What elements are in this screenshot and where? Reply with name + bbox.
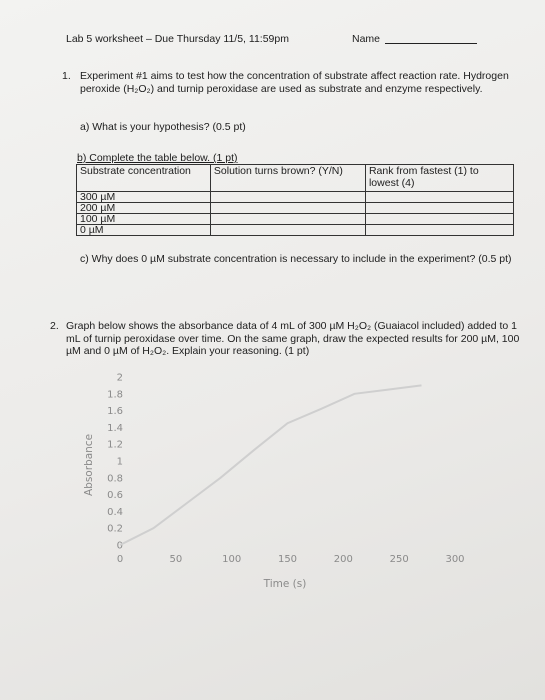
table-cell-empty: [365, 192, 513, 203]
y-tick-label: 1.6: [107, 406, 123, 418]
worksheet-title: Lab 5 worksheet – Due Thursday 11/5, 11:59pm: [66, 33, 289, 45]
x-tick-label: 250: [389, 554, 409, 565]
table-row: [77, 192, 514, 203]
question-1-text: Experiment #1 aims to test how the concentration of substrate affect reaction rate. Hydrogen peroxide (H₂O₂) and turnip peroxidase are used as substrate and enzyme respectively.: [80, 70, 509, 95]
table-cell-empty: [365, 214, 513, 225]
x-tick-label: 50: [169, 554, 183, 565]
table-cell-empty: [210, 192, 365, 203]
question-1-number: 1.: [62, 70, 71, 82]
y-tick-label: 2: [116, 372, 123, 384]
y-tick-label: 0.4: [107, 506, 123, 518]
table-cell-concentration: 300 µM: [77, 192, 211, 203]
table-cell-empty: [365, 203, 513, 214]
x-tick-label: 150: [277, 554, 298, 565]
question-1c: c) Why does 0 µM substrate concentration is necessary to include in the experiment? (0.5 pt): [80, 253, 512, 265]
y-tick-label: 0.6: [107, 490, 123, 502]
y-axis-ticks: [107, 373, 123, 552]
x-axis-ticks: [117, 554, 465, 565]
question-1b: b) Complete the table below. (1 pt): [77, 152, 238, 164]
table-cell-concentration: 200 µM: [77, 203, 211, 214]
table-cell-concentration: 100 µM: [77, 214, 211, 225]
table-cell-empty: [210, 214, 365, 225]
x-tick-label: 0: [116, 554, 124, 565]
results-table: [76, 164, 514, 236]
y-tick-label: 0.2: [107, 523, 123, 535]
question-2-number: 2.: [50, 320, 59, 332]
table-row: [77, 214, 514, 225]
table-row: [77, 203, 514, 214]
table-cell-empty: [210, 203, 365, 214]
x-tick-label: 100: [222, 554, 242, 565]
y-axis-label: Absorbance: [83, 433, 95, 497]
name-label: Name: [352, 33, 381, 45]
table-header-cell: Solution turns brown? (Y/N): [210, 165, 365, 192]
table-row: [77, 225, 514, 236]
y-tick-label: 1.2: [107, 439, 123, 451]
y-tick-label: 0: [116, 540, 123, 552]
y-tick-label: 0.8: [107, 473, 123, 485]
table-header-cell: Substrate concentration: [77, 165, 211, 192]
y-tick-label: 1: [116, 456, 123, 468]
series-line: [120, 385, 422, 545]
x-tick-label: 200: [333, 554, 353, 565]
table-cell-empty: [210, 225, 365, 236]
chart-series: [120, 385, 422, 545]
absorbance-chart: [70, 360, 490, 600]
name-blank-line: [385, 43, 477, 44]
table-header-cell: Rank from fastest (1) to lowest (4): [365, 165, 513, 192]
table-header-row: [77, 165, 514, 192]
y-tick-label: 1.4: [107, 422, 123, 434]
x-axis-label: Time (s): [263, 578, 307, 590]
table-cell-concentration: 0 µM: [77, 225, 211, 236]
x-tick-label: 300: [445, 554, 465, 565]
question-1a: a) What is your hypothesis? (0.5 pt): [80, 121, 246, 133]
question-2-text: Graph below shows the absorbance data of 4 mL of 300 µM H₂O₂ (Guaiacol included) added to 1 mL of turnip peroxidase over time. On the same graph, draw the expected results for 200 µM, 100 µM and 0 µM of H₂O₂. Explain your reasoning. (1 pt): [66, 320, 520, 357]
y-tick-label: 1.8: [107, 389, 123, 401]
table-cell-empty: [365, 225, 513, 236]
